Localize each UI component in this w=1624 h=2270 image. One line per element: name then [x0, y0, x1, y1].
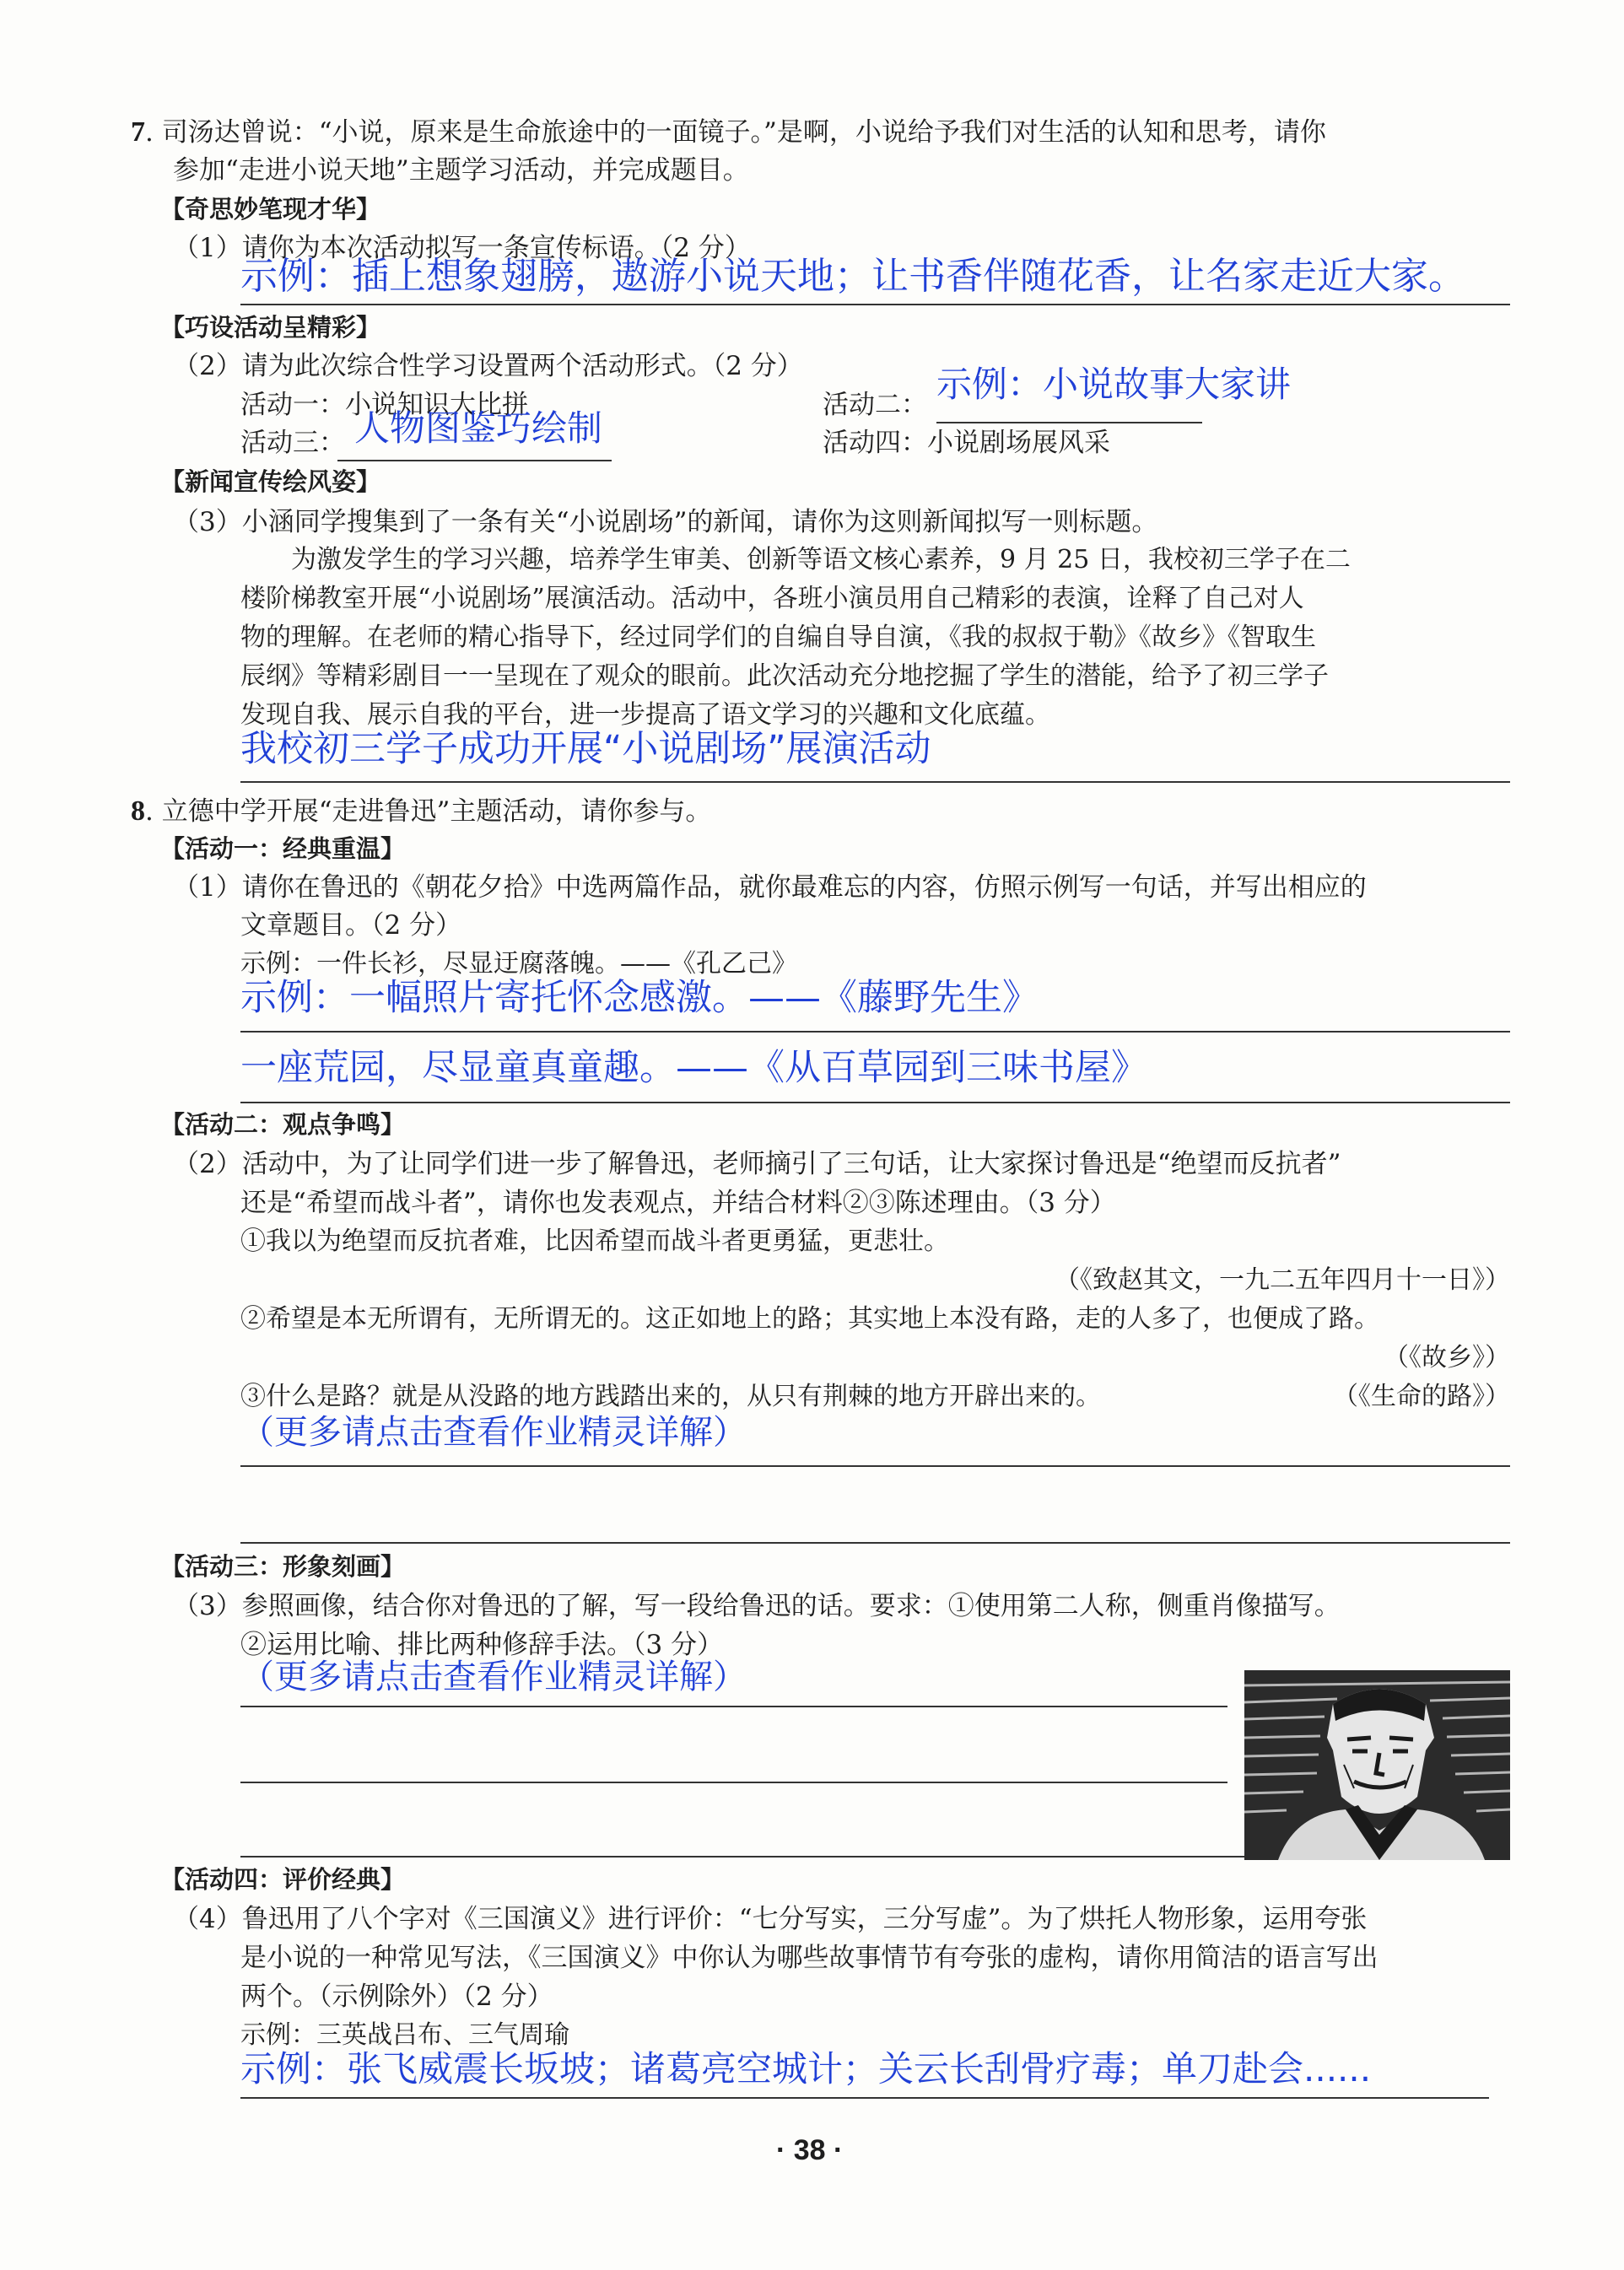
answer-line	[240, 1465, 1510, 1467]
q8-number: 8	[131, 795, 145, 827]
news-line-3: 物的理解。在老师的精心指导下，经过同学们的自编自导自演，《我的叔叔于勒》《故乡》《智取生	[240, 623, 1316, 652]
q8-prompt-1a: （1）请你在鲁迅的《朝花夕拾》中选两篇作品，就你最难忘的内容，仿照示例写一句话，并写出相应的	[173, 872, 1367, 903]
q8-section-header-1: 【活动一：经典重温】	[160, 834, 406, 863]
quote-2-source: （《故乡》）	[1384, 1343, 1510, 1372]
q8-section-header-3: 【活动三：形象刻画】	[160, 1552, 406, 1581]
q8-prompt-3b: ②运用比喻、排比两种修辞手法。（3 分）	[240, 1630, 724, 1660]
q8-answer-4: 示例：张飞威震长坂坡；诸葛亮空城计；关云长刮骨疗毒；单刀赴会......	[240, 2048, 1372, 2089]
quote-3: ③什么是路？就是从没路的地方践踏出来的，从只有荆棘的地方开辟出来的。	[240, 1382, 1101, 1411]
answer-line	[240, 1102, 1510, 1103]
news-line-1: 为激发学生的学习兴趣，培养学生审美、创新等语文核心素养，9 月 25 日，我校初三学子在二	[291, 545, 1351, 574]
q7-stem-line1	[131, 114, 1326, 151]
q8-example-4: 示例：三英战吕布、三气周瑜	[240, 2020, 569, 2050]
q8-prompt-4c: 两个。（示例除外）（2 分）	[240, 1982, 553, 2012]
q7-prompt-1: （1）请你为本次活动拟写一条宣传标语。（2 分）	[173, 233, 751, 263]
news-line-5: 发现自我、展示自我的平台，进一步提高了语文学习的兴趣和文化底蕴。	[240, 700, 1050, 730]
activity-3-label: 活动三：	[240, 428, 345, 458]
quote-3-source: （《生命的路》）	[1333, 1382, 1510, 1411]
quote-1: ①我以为绝望而反抗者难，比因希望而战斗者更勇猛，更悲壮。	[240, 1227, 949, 1256]
answer-line	[240, 304, 1510, 305]
q8-section-header-2: 【活动二：观点争鸣】	[160, 1110, 406, 1139]
q8-answer-2: （更多请点击查看作业精灵详解）	[240, 1413, 747, 1452]
lu-xun-portrait-image	[1244, 1670, 1510, 1860]
q7-section-header-3: 【新闻宣传绘风姿】	[160, 467, 381, 496]
q7-prompt-2: （2）请为此次综合性学习设置两个活动形式。（2 分）	[173, 351, 803, 381]
q8-section-header-4: 【活动四：评价经典】	[160, 1865, 406, 1894]
q8-prompt-2b: 还是“希望而战斗者”，请你也发表观点，并结合材料②③陈述理由。（3 分）	[240, 1188, 1116, 1218]
q8-prompt-1b: 文章题目。（2 分）	[240, 910, 462, 941]
q8-answer-3: （更多请点击查看作业精灵详解）	[240, 1658, 747, 1696]
news-line-2: 楼阶梯教室开展“小说剧场”展演活动。活动中，各班小演员用自己精彩的表演，诠释了自己对人	[240, 584, 1304, 613]
q8-prompt-4a: （4）鲁迅用了八个字对《三国演义》进行评价：“七分写实，三分写虚”。为了烘托人物形象，运用夸张	[173, 1904, 1368, 1934]
q8-example-1: 示例：一件长衫，尽显迂腐落魄。——《孔乙己》	[240, 949, 797, 979]
q7-section-header-1: 【奇思妙笔现才华】	[160, 195, 381, 224]
answer-line	[337, 460, 612, 461]
q7-number: 7	[131, 116, 145, 148]
q8-answer-1b: 一座荒园，尽显童真童趣。——《从百草园到三味书屋》	[240, 1047, 1147, 1089]
q7-answer-3: 我校初三学子成功开展“小说剧场”展演活动	[240, 728, 931, 770]
q8-prompt-2a: （2）活动中，为了让同学们进一步了解鲁迅，老师摘引了三句话，让大家探讨鲁迅是“绝望而反抗者”	[173, 1149, 1341, 1179]
news-line-4: 辰纲》等精彩剧目一一呈现在了观众的眼前。此次活动充分地挖掘了学生的潜能，给予了初三学子	[240, 661, 1329, 691]
q8-prompt-4b: 是小说的一种常见写法，《三国演义》中你认为哪些故事情节有夸张的虚构，请你用简洁的语言写出	[240, 1943, 1379, 1973]
page-number: · 38 ·	[776, 2134, 844, 2166]
activity-2-answer: 示例：小说故事大家讲	[936, 364, 1292, 405]
activity-2-label: 活动二：	[823, 390, 927, 420]
portrait-woodcut	[1244, 1670, 1510, 1860]
answer-line	[240, 1542, 1510, 1544]
quote-1-source: （《致赵其文，一九二五年四月十一日》）	[1055, 1265, 1510, 1295]
q7-answer-1: 示例：插上想象翅膀，遨游小说天地；让书香伴随花香，让名家走近大家。	[240, 255, 1465, 298]
quote-2: ②希望是本无所谓有，无所谓无的。这正如地上的路；其实地上本没有路，走的人多了，也便成了路。	[240, 1304, 1379, 1334]
q8-prompt-3a: （3）参照画像，结合你对鲁迅的了解，写一段给鲁迅的话。要求：①使用第二人称，侧重肖像描写。	[173, 1591, 1341, 1621]
answer-line	[240, 1031, 1510, 1033]
q8-stem-text: . 立德中学开展“走进鲁迅”主题活动，请你参与。	[145, 796, 712, 827]
activity-3-answer: 人物图鉴巧绘制	[354, 407, 603, 449]
answer-line	[240, 1706, 1227, 1707]
answer-line	[240, 2097, 1489, 2099]
answer-line	[936, 422, 1202, 423]
q7-prompt-3: （3）小涵同学搜集到了一条有关“小说剧场”的新闻，请你为这则新闻拟写一则标题。	[173, 507, 1158, 537]
q8-answer-1a: 示例：一幅照片寄托怀念感激。——《藤野先生》	[240, 977, 1039, 1019]
activity-4-text: 活动四：小说剧场展风采	[823, 428, 1110, 458]
q7-stem-line2: 参加“走进小说天地”主题学习活动，并完成题目。	[173, 155, 749, 186]
q7-section-header-2: 【巧设活动呈精彩】	[160, 313, 381, 342]
answer-line	[240, 781, 1510, 783]
q8-stem	[131, 793, 711, 830]
activity-1-text: 活动一：小说知识大比拼	[240, 390, 528, 420]
q7-stem-text: . 司汤达曾说：“小说，原来是生命旅途中的一面镜子。”是啊，小说给予我们对生活的认知和思考，请你	[145, 117, 1326, 148]
answer-line	[240, 1782, 1227, 1783]
